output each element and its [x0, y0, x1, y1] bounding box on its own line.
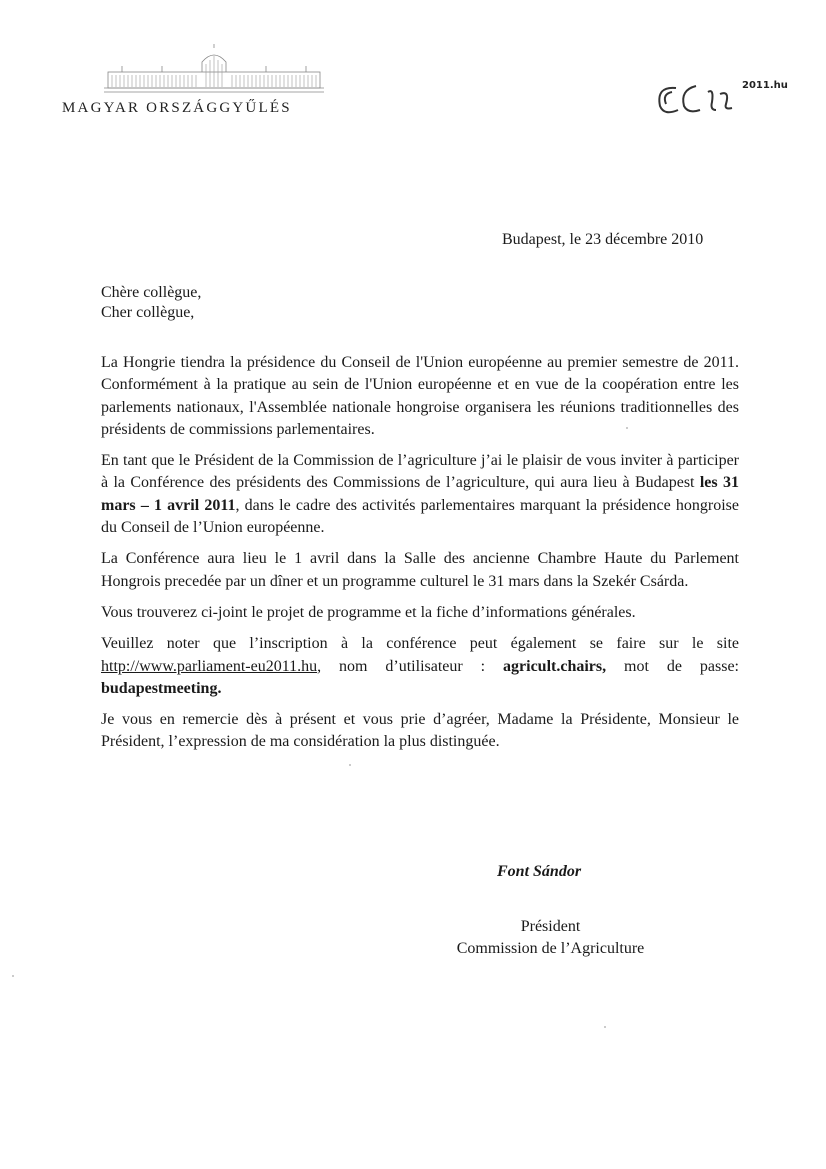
paragraph-registration: [101, 633, 739, 700]
signatory-title: Président: [520, 918, 581, 935]
paragraph-closing: Je vous en remercie dès à présent et vous prie d’agréer, Madame la Présidente, Monsieur le Président, l’expression de ma considération la plus distinguée.: [101, 711, 739, 751]
registration-text: Veuillez noter que l’inscription à la conférence peut également se faire sur le site: [101, 635, 739, 653]
password-value: budapestmeeting.: [101, 679, 222, 697]
paragraph-invitation: [101, 450, 739, 539]
salutation: [101, 283, 201, 323]
paragraph-attachments: Vous trouverez ci-joint le projet de programme et la fiche d’informations générales.: [101, 603, 636, 621]
scan-speck: [626, 427, 628, 429]
scan-speck: [12, 975, 14, 977]
salutation-line-1: Chère collègue,: [101, 284, 202, 301]
signatory-committee: Commission de l’Agriculture: [456, 940, 645, 957]
conference-dates: les 31 mars – 1 avril 2011: [101, 474, 739, 514]
paragraph-presidency: La Hongrie tiendra la présidence du Conseil de l'Union européenne au premier semestre de 2011. Conformément à la pratique au sein de l'Union européenne et en vue de la coopération entre les parlements nationaux, l'Assemblée nationale hongroise organisera les réunions traditionnelles des présidents de commissions parlementaires.: [101, 354, 739, 438]
parliament-building-logo: [102, 44, 326, 96]
letter-body: [101, 352, 739, 763]
presidency-mark: 2011.hu: [742, 80, 788, 91]
scan-speck: [349, 764, 351, 766]
scan-speck: [604, 1026, 606, 1028]
username-value: agricult.chairs,: [503, 657, 607, 675]
password-label: mot de passe:: [606, 657, 740, 675]
salutation-line-2: Cher collègue,: [101, 304, 195, 321]
organization-name: MAGYAR ORSZÁGGYŰLÉS: [62, 100, 292, 116]
invitation-text-end: , dans le cadre des activités parlementaires marquant la présidence hongroise du Conseil de l’Union européenne.: [101, 496, 740, 537]
paragraph-venue: La Conférence aura lieu le 1 avril dans la Salle des ancienne Chambre Haute du Parlement Hongrois precedée par un dîner et un programme culturel le 31 mars dans la Szekér Csárda.: [101, 550, 739, 590]
letterhead: [62, 44, 322, 124]
registration-link[interactable]: http://www.parliament-eu2011.hu: [101, 657, 318, 675]
username-label: , nom d’utilisateur :: [317, 657, 504, 675]
signatory-name: Font Sándor: [497, 863, 582, 880]
date-line: Budapest, le 23 décembre 2010: [502, 231, 704, 248]
signatory-title-block: [448, 916, 653, 960]
invitation-text: En tant que le Président de la Commission de l’agriculture j’ai le plaisir de vous inviter à participer à la Conférence des présidents des Commissions de l’agriculture, qui aura lieu à Budapest: [101, 452, 739, 492]
